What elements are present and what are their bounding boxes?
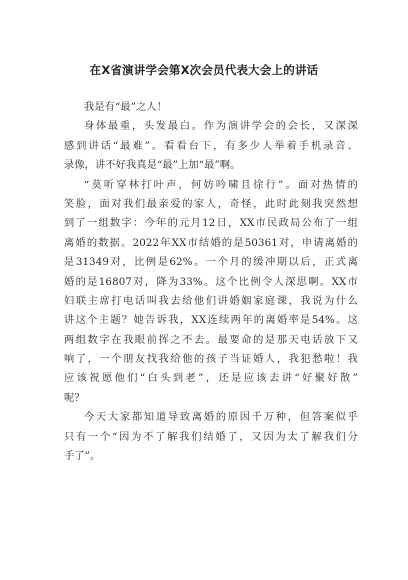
text-line: 笑脸，面对我们最亲爱的家人，奇怪，此时此刻我突然想 (64, 198, 358, 210)
text-line: 妇联主席打电话叫我去给他们讲婚姻家庭课，我说为什么 (64, 295, 358, 307)
text-line: 婚的是16807对，降为33%。这个比例令人深思啊。XX市 (64, 276, 358, 288)
text-line: 离婚的数据。2022年XX市结婚的是50361对，申请离婚的 (64, 237, 358, 249)
text-line: 今天大家都知道导致离婚的原因千万种，但答案似乎 (84, 412, 358, 424)
text-line: 只有一个“因为不了解我们结婚了，又因为太了解我们分 (64, 431, 358, 443)
text-line: 录像，讲不好我真是“最”上加“最”啊。 (64, 160, 241, 172)
text-line: 呢？ (64, 392, 85, 404)
text-line: 讲这个主题？她告诉我，XX连续两年的离婚率是54%。这 (64, 315, 358, 327)
text-line: 感到讲话“最难”。看看台下，有多少人举着手机录音、 (64, 140, 358, 152)
text-line: 响了，一个朋友找我给他的孩子当证婚人，我犯愁啦！我 (64, 354, 358, 366)
text-line: 身体最重，头发最白。作为演讲学会的会长，又深深 (84, 121, 358, 133)
text-line: 我是有“最”之人！ (84, 102, 168, 113)
text-line: 是31349对，比例是62%。一个月的缓冲期以后，正式离 (64, 257, 358, 269)
text-line: 到了一组数字：今年的元月12日，XX市民政局公布了一组 (64, 218, 358, 230)
document-body (64, 98, 358, 466)
text-line: 两组数字在我眼前挥之不去。最要命的是那天电话放下又 (64, 334, 358, 346)
text-line: “莫听穿林打叶声，何妨吟啸且徐行”。面对热情的 (84, 179, 358, 191)
text-line: 手了”。 (64, 451, 101, 463)
document-title: 在X省演讲学会第X次会员代表大会上的讲话 (89, 63, 319, 77)
text-line: 应该祝愿他们“白头到老”，还是应该去讲“好聚好散” (64, 373, 358, 385)
